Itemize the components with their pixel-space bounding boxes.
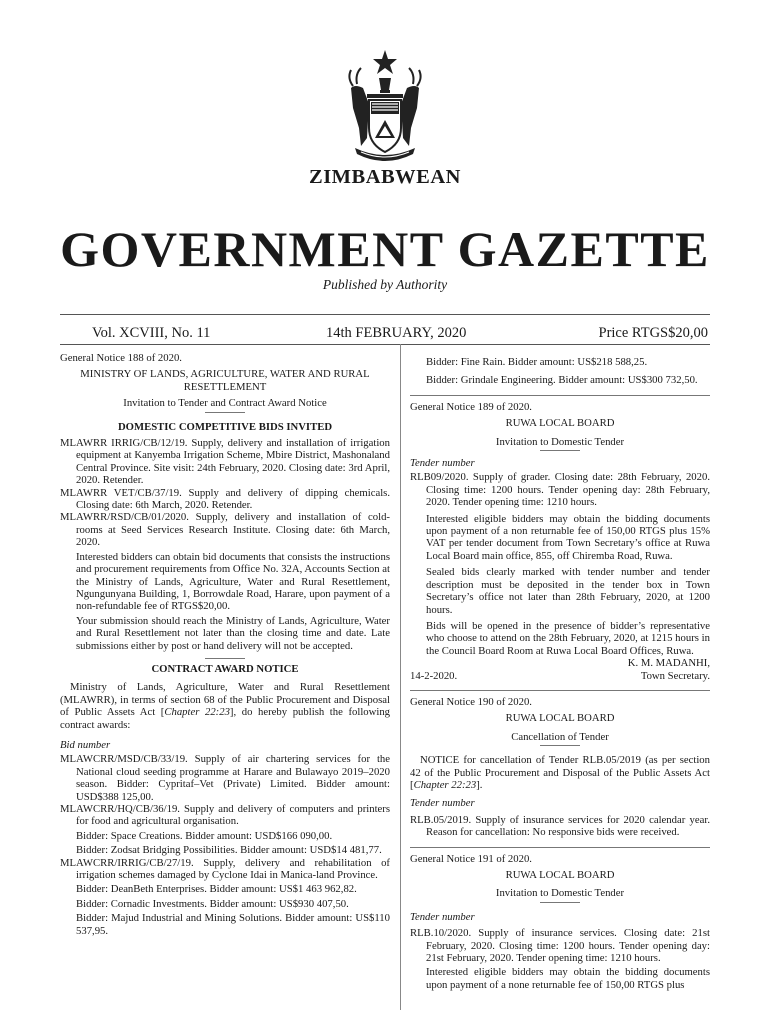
signature-date: 14-2-2020. bbox=[410, 669, 458, 682]
masthead-country: ZIMBABWEAN bbox=[309, 166, 461, 188]
tender-item: MLAWRR VET/CB/37/19. Supply and delivery of dipping chemicals. Closing date: 6th March, 2020. Retender. bbox=[60, 486, 390, 512]
list-caption: Tender number bbox=[410, 797, 475, 810]
tender-item: MLAWRR IRRIG/CB/12/19. Supply, delivery and installation of irrigation equipment at Kanyemba Irrigation Scheme, Mbire District, Mashonaland Central Province. Site visit: 24th February, 2020. Closing date: 3rd April, 2020. Retender. bbox=[60, 437, 390, 487]
left-column bbox=[60, 352, 390, 937]
masthead-authority: Published by Authority bbox=[322, 277, 448, 292]
issue-date: 14th FEBRUARY, 2020 bbox=[326, 325, 467, 341]
board-heading: RUWA LOCAL BOARD bbox=[505, 712, 615, 725]
body-paragraph: Your submission should reach the Ministry of Lands, Agriculture, Water and Rural Resettlement not later than the closing time and date. Late submissions either by post or hand delivery will not be accepted. bbox=[76, 614, 390, 652]
notice-number: General Notice 191 of 2020. bbox=[410, 852, 532, 865]
short-divider bbox=[205, 658, 245, 659]
short-divider bbox=[205, 412, 245, 413]
tender-item: RLB09/2020. Supply of grader. Closing date: 28th February, 2020. Closing time: 1200 hours. Tender opening day: 28th February, 2020. Tender opening time: 1210 hours. bbox=[410, 471, 710, 509]
notice-number: General Notice 188 of 2020. bbox=[60, 352, 182, 364]
award-item: MLAWCRR/MSD/CB/33/19. Supply of air chartering services for the National cloud seeding programme at Harare and Bulawayo 2019–2020 season. Bidder: Cypritaf–Vet (Private) Limited. Bidder amount: USD$388 125,00. bbox=[60, 753, 390, 803]
column-separator bbox=[400, 344, 401, 1010]
body-paragraph: Interested eligible bidders may obtain the bidding documents upon payment of a non returnable fee of 150,00 RTGS plus 15% VAT per tender document from Town Secretary’s office at Ruwa Local Board main office, 855, off Chiremba Road, Ruwa. bbox=[426, 512, 710, 562]
notice-subheading: Invitation to Domestic Tender bbox=[495, 887, 625, 900]
tender-item: RLB.10/2020. Supply of insurance services. Closing date: 21st February, 2020. Closing time: 1200 hours. Tender opening day: 21st February, 2020. Tender opening time: 1210 hours. bbox=[410, 927, 710, 965]
signature-block bbox=[410, 670, 710, 682]
right-column bbox=[410, 356, 710, 991]
header-bottom-rule bbox=[60, 344, 710, 345]
short-divider bbox=[540, 902, 580, 903]
bidder-line: Bidder: Zodsat Bridging Possibilities. Bidder amount: USD$14 481,77. bbox=[76, 844, 382, 857]
bidder-line: Bidder: Fine Rain. Bidder amount: US$218 588,25. bbox=[426, 356, 648, 368]
zimbabwe-coat-of-arms-icon bbox=[335, 48, 435, 170]
notice-number: General Notice 189 of 2020. bbox=[410, 400, 532, 413]
list-caption: Tender number bbox=[410, 457, 475, 470]
issue-price: Price RTGS$20,00 bbox=[598, 325, 708, 341]
notice-subheading: Invitation to Domestic Tender bbox=[495, 435, 625, 448]
ministry-heading: MINISTRY OF LANDS, AGRICULTURE, WATER AND RURAL RESETTLEMENT bbox=[80, 368, 370, 393]
signature-name: K. M. MADANHI, bbox=[627, 657, 710, 670]
board-heading: RUWA LOCAL BOARD bbox=[505, 417, 615, 430]
section-heading: CONTRACT AWARD NOTICE bbox=[151, 662, 299, 675]
list-caption: Bid number bbox=[60, 738, 111, 751]
signature-title: Town Secretary. bbox=[640, 669, 710, 682]
notice-divider bbox=[410, 847, 710, 848]
masthead-title: GOVERNMENT GAZETTE bbox=[60, 221, 710, 277]
notice-number: General Notice 190 of 2020. bbox=[410, 695, 532, 708]
notice-divider bbox=[410, 690, 710, 691]
bidder-line: Bidder: Majud Industrial and Mining Solutions. Bidder amount: US$110 537,95. bbox=[76, 912, 390, 937]
body-paragraph: Ministry of Lands, Agriculture, Water and Rural Resettlement (MLAWRR), in terms of section 68 of the Public Procurement and Disposal of Public Assets Act [Chapter 22:23], do hereby publish the following contract awards: bbox=[60, 681, 391, 731]
notice-subheading: Invitation to Tender and Contract Award Notice bbox=[123, 397, 327, 410]
award-item: MLAWCRR/HQ/CB/36/19. Supply and delivery of computers and printers for food and agricultural organisation. bbox=[60, 803, 390, 828]
body-paragraph: Bids will be opened in the presence of bidder’s representative who choose to attend on the 28th February, 2020, at 1215 hours in the Council Board Room at Ruwa Local Board Offices, Ruwa. bbox=[426, 619, 710, 657]
tender-item: MLAWRR/RSD/CB/01/2020. Supply, delivery and installation of cold-rooms at Seed Services Research Institute. Closing date: 6th March, 2020. bbox=[60, 511, 390, 549]
short-divider bbox=[540, 450, 580, 451]
bidder-line: Bidder: DeanBeth Enterprises. Bidder amount: US$1 463 962,82. bbox=[76, 883, 357, 896]
body-paragraph: Interested bidders can obtain bid documents that consists the instructions and procurement requirements from Office No. 32A, Accounts Section at the Ministry of Lands, Agriculture, Water and Rural Resettlement, Ngungunyana Building, 1, Borrowdale Road, Harare, upon payment of a non-refundable fee of RTGS$20,00. bbox=[76, 550, 390, 613]
board-heading: RUWA LOCAL BOARD bbox=[505, 869, 615, 881]
notice-divider bbox=[410, 395, 710, 396]
bidder-line: Bidder: Grindale Engineering. Bidder amount: US$300 732,50. bbox=[426, 374, 698, 387]
body-paragraph: Interested eligible bidders may obtain the bidding documents upon payment of a none returnable fee of 150,00 RTGS plus bbox=[426, 966, 710, 991]
bidder-line: Bidder: Cornadic Investments. Bidder amount: US$930 407,50. bbox=[76, 897, 349, 910]
body-paragraph: NOTICE for cancellation of Tender RLB.05/2019 (as per section 42 of the Public Procurement and Disposal of the Public Assets Act [Chapter 22:23]. bbox=[410, 754, 710, 791]
section-heading: DOMESTIC COMPETITIVE BIDS INVITED bbox=[117, 420, 333, 433]
award-item: MLAWCRR/IRRIG/CB/27/19. Supply, delivery and rehabilitation of irrigation schemes damaged by Cyclone Idai in Manica-land Province. bbox=[60, 856, 390, 882]
short-divider bbox=[540, 745, 580, 746]
body-paragraph: Sealed bids clearly marked with tender number and tender description must be deposited in the tender box in Town Secretary’s office not later than 28th February, 2020, at 1200 hours. bbox=[426, 566, 710, 616]
issue-volume: Vol. XCVIII, No. 11 bbox=[92, 325, 211, 341]
notice-subheading: Cancellation of Tender bbox=[511, 730, 609, 743]
list-caption: Tender number bbox=[410, 910, 475, 923]
header-top-rule bbox=[60, 314, 710, 315]
bidder-line: Bidder: Space Creations. Bidder amount: USD$166 090,00. bbox=[76, 829, 333, 842]
tender-item: RLB.05/2019. Supply of insurance services for 2020 calendar year. Reason for cancellation: No responsive bids were received. bbox=[410, 813, 710, 839]
